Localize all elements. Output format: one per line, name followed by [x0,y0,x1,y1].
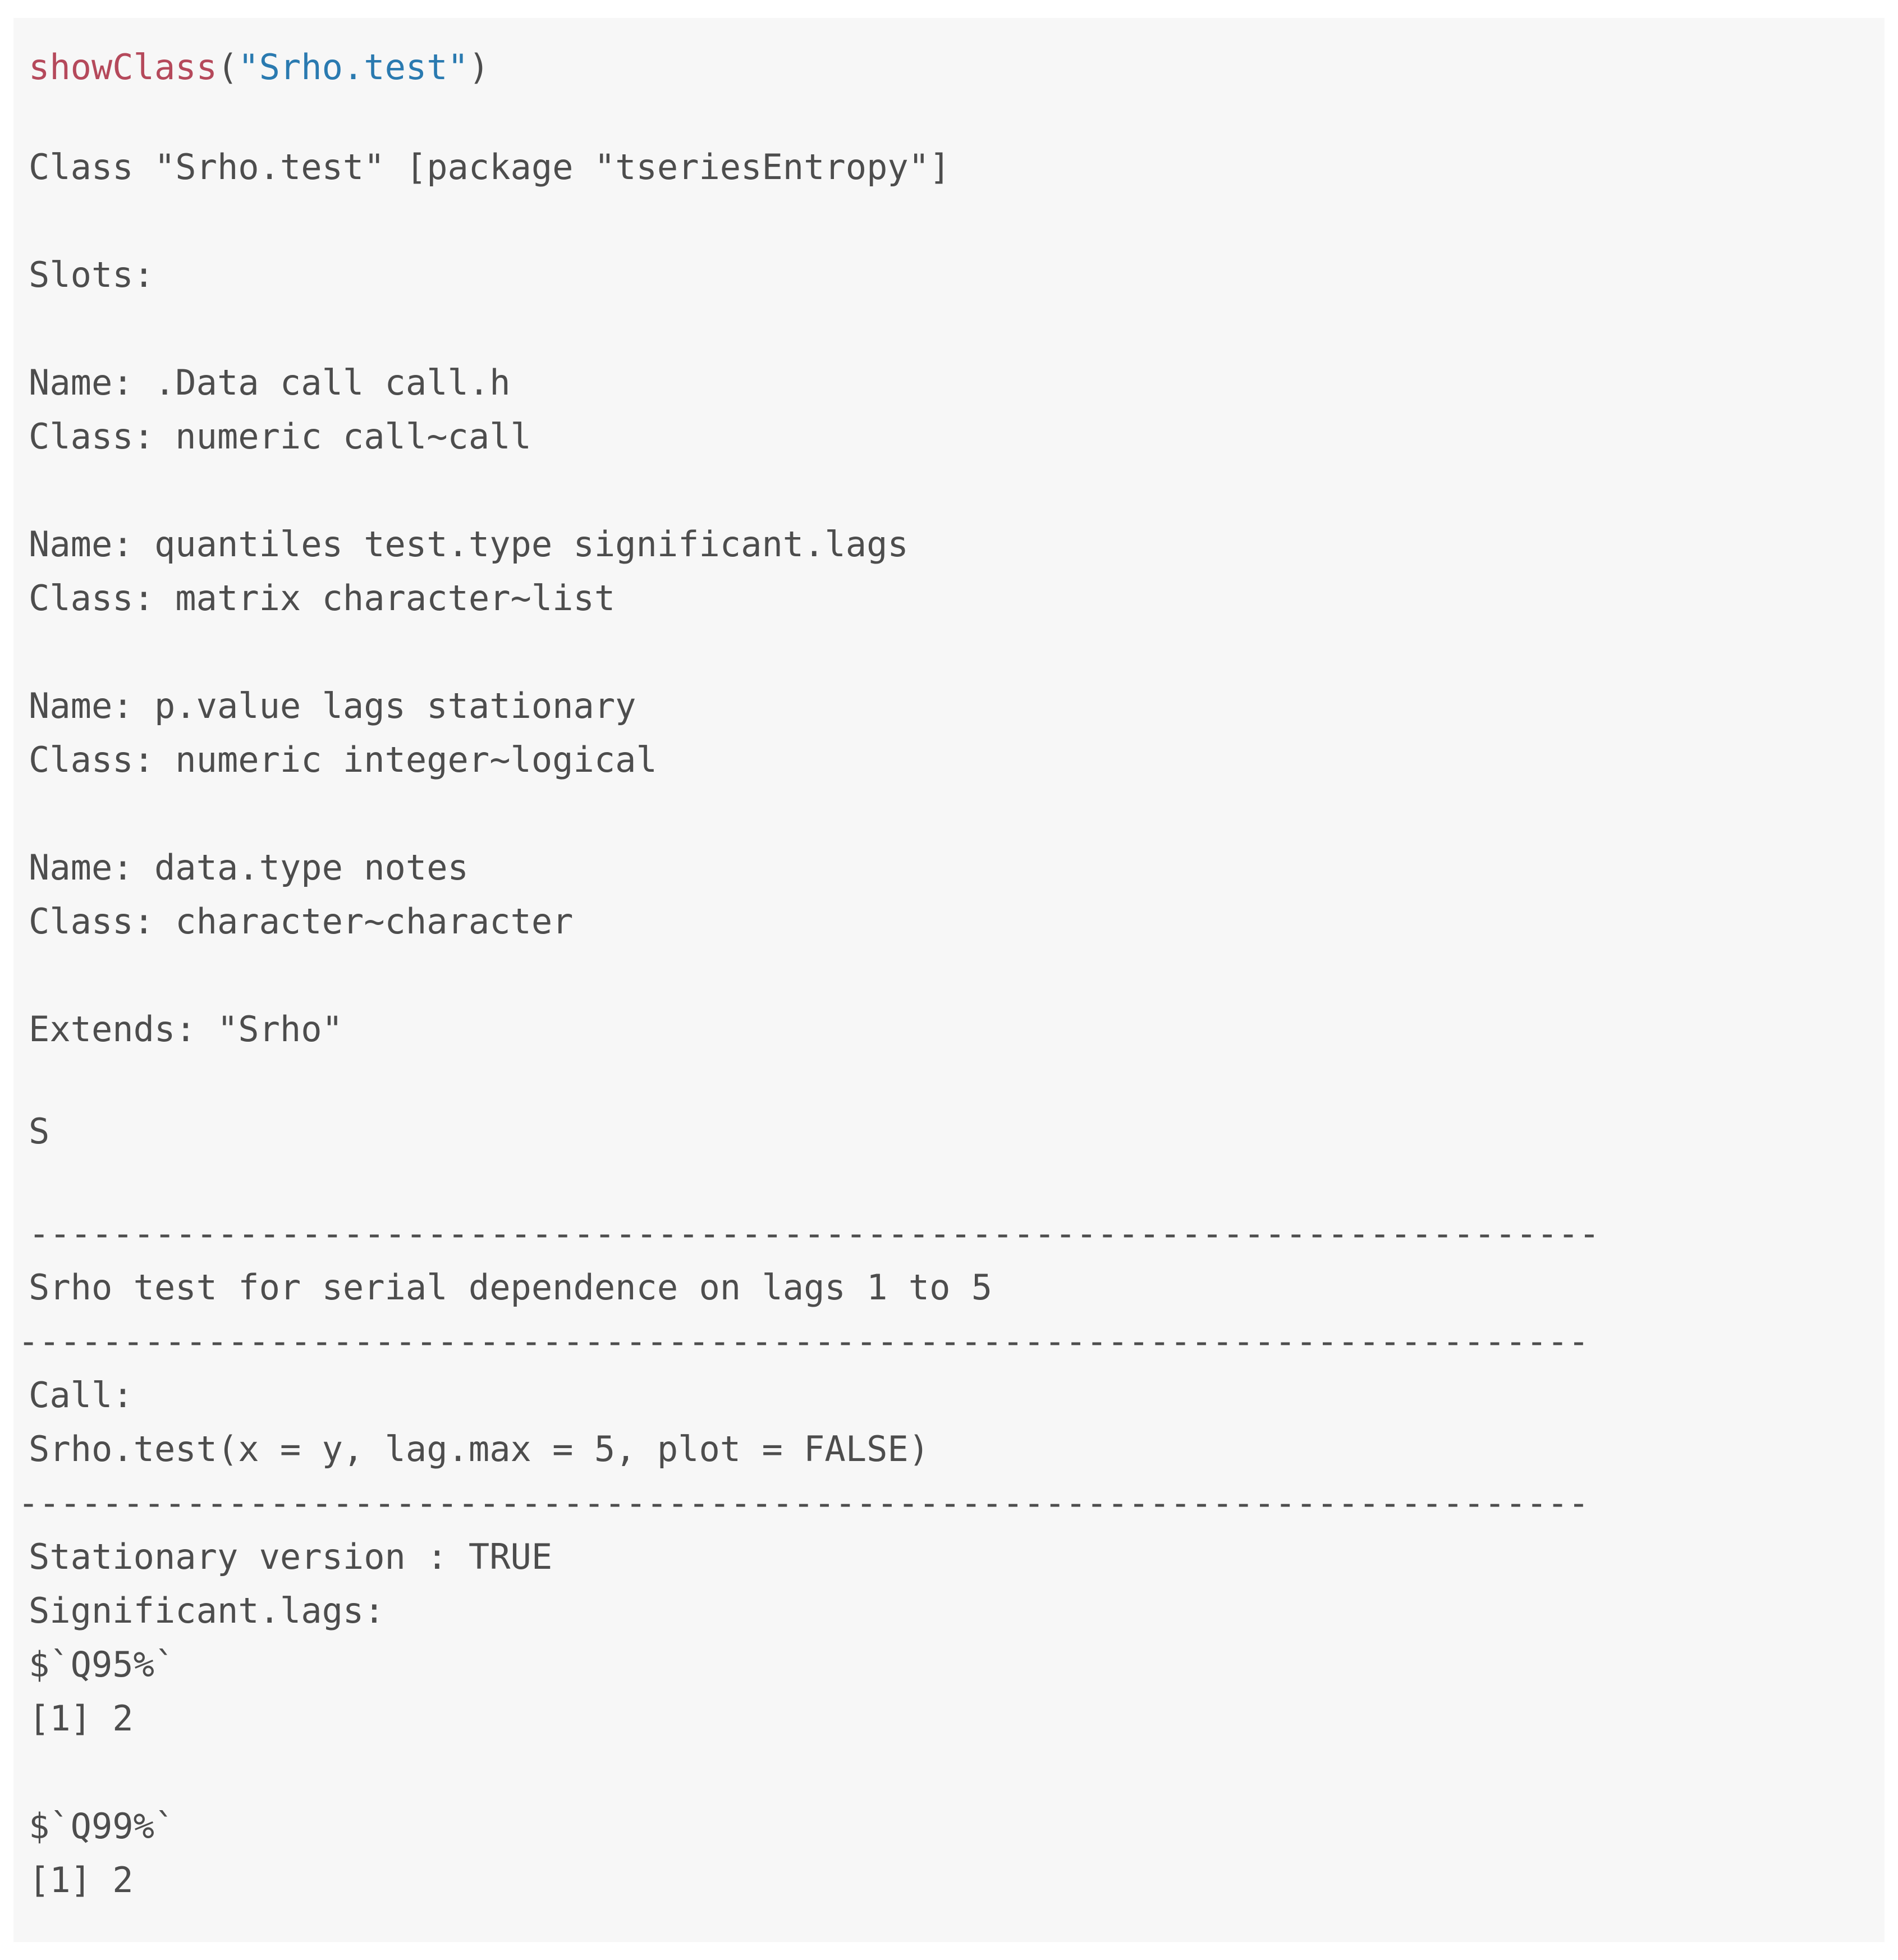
rule-bottom: --------------------------------------------------------------------------- [18,1482,1589,1523]
extends-line: Extends: "Srho" [29,1009,343,1050]
slot-class-line-1: Class: numeric call~call [29,416,531,457]
q95-label: $`Q95%` [29,1644,176,1685]
call-label: Call: [29,1375,134,1416]
close-paren: ) [468,47,490,88]
open-paren: ( [217,47,239,88]
slot-name-line-4: Name: data.type notes [29,847,469,888]
slot-name-line-3: Name: p.value lags stationary [29,685,636,726]
code-input-line [29,47,489,88]
stationary-line: Stationary version : TRUE [29,1536,553,1577]
slot-class-line-2: Class: matrix character~list [29,578,616,619]
q99-label: $`Q99%` [29,1806,176,1847]
s-line: S [29,1111,50,1152]
slot-class-line-4: Class: character~character [29,901,574,942]
significant-lags-label: Significant.lags: [29,1590,385,1631]
q95-value: [1] 2 [29,1698,134,1739]
q99-value: [1] 2 [29,1860,134,1901]
slot-name-line-2: Name: quantiles test.type significant.lags [29,524,909,565]
rule-top: --------------------------------------------------------------------------- [29,1213,1600,1254]
slot-name-line-1: Name: .Data call call.h [29,362,511,403]
test-title: Srho test for serial dependence on lags 1 to 5 [29,1267,993,1308]
function-name: showClass [29,47,217,88]
string-argument: "Srho.test" [238,47,469,88]
slots-label: Slots: [29,254,154,295]
code-block [13,18,1885,1942]
call-expression: Srho.test(x = y, lag.max = 5, plot = FALSE) [29,1428,930,1469]
class-header: Class "Srho.test" [package "tseriesEntropy"] [29,146,951,187]
rule-mid: --------------------------------------------------------------------------- [18,1321,1589,1362]
slot-class-line-3: Class: numeric integer~logical [29,739,657,780]
